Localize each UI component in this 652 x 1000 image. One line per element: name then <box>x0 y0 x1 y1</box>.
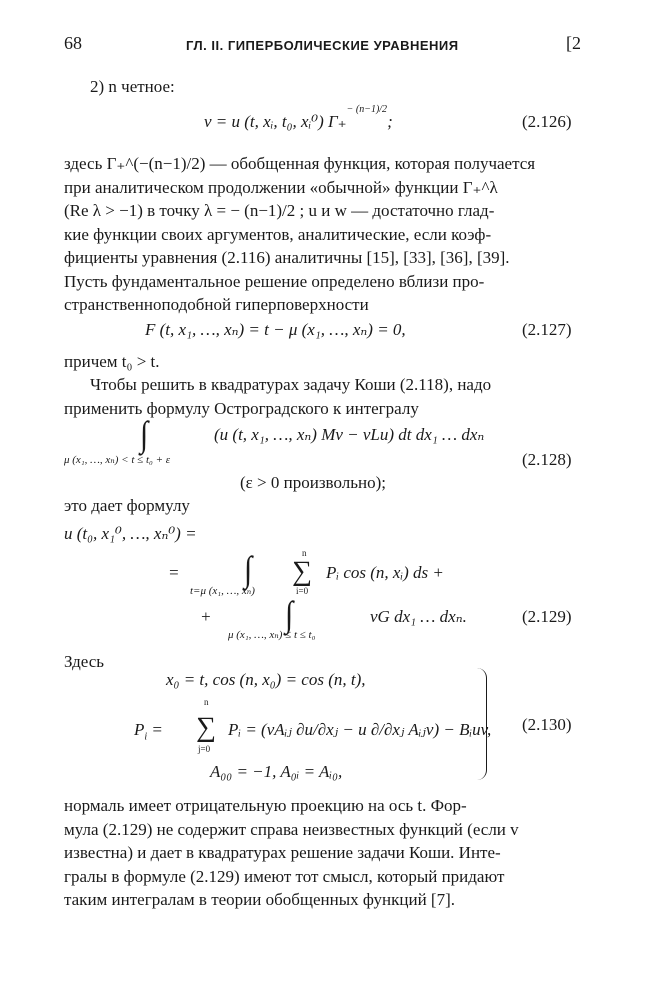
paragraph-1-line: кие функции своих аргументов, аналитические, если коэф- <box>64 224 492 244</box>
equation-2-129-int-limit-1: t=μ (x₁, …, xₙ) <box>190 585 255 597</box>
equation-2-128-number: (2.128) <box>522 450 572 469</box>
paragraph-4-line: таким интегралам в теории обобщенных функций [7]. <box>64 890 455 909</box>
equation-2-129-int-limit-2: μ (x₁, …, xₙ) ≤ t ≤ t₀ <box>228 629 316 641</box>
paragraph-4-line: известна) и дает в квадратурах решение задачи Коши. Инте- <box>64 843 501 862</box>
equation-2-126-body: v = u (t, xᵢ, t₀, xᵢ⁰) Γ₊ <box>204 112 347 131</box>
right-brace <box>476 668 487 780</box>
paragraph-1-line: при аналитическом продолжении «обычной» функции Γ₊^λ <box>64 177 498 197</box>
sum-sign <box>292 556 312 588</box>
integral-symbol: ∫ <box>140 414 149 455</box>
sum-upper-limit: n <box>302 548 307 558</box>
equation-2-126-tail: ; <box>387 112 393 131</box>
p-label: $P_i$ = <box>134 720 163 743</box>
equation-2-129-number: (2.129) <box>522 607 572 626</box>
sum-lower-limit: i=0 <box>296 586 309 596</box>
equation-2-128-limits: μ (x₁, …, xₙ) < t ≤ t₀ + ε <box>64 454 171 466</box>
integral-symbol: ∫ <box>285 594 294 635</box>
integral-sign <box>285 594 294 635</box>
sum-symbol: ∑ <box>196 712 216 743</box>
equation-2-130-line1: x₀ = t, cos (n, x₀) = cos (n, t), <box>166 670 366 689</box>
case-label: 2) n четное: <box>90 77 175 96</box>
equation-2-129-lhs: u (t₀, x₁⁰, …, xₙ⁰) = <box>64 524 197 543</box>
equation-2-127-number: (2.127) <box>522 320 572 339</box>
integral-symbol: ∫ <box>244 549 253 590</box>
paragraph-1 <box>64 152 582 317</box>
equation-2-126-exponent: − (n−1)/2 <box>346 104 388 116</box>
paragraph-1-line: Пусть фундаментальное решение определено вблизи про- <box>64 271 485 291</box>
equation-2-129-line2: Pᵢ cos (n, xᵢ) ds + <box>326 563 444 582</box>
condition-text: причем t₀ > t. <box>64 352 160 371</box>
paragraph-4 <box>64 794 582 912</box>
equation-2-129-line3: vG dx₁ … dxₙ. <box>370 607 467 626</box>
equation-2-130-line3: A₀₀ = −1, A₀ᵢ = Aᵢ₀, <box>210 762 343 781</box>
section-number: [2 <box>566 33 581 53</box>
paragraph-1-line: фициенты уравнения (2.116) аналитичны [15], [33], [36], [39]. <box>64 248 510 267</box>
equation-2-127: F (t, x₁, …, xₙ) = t − μ (x₁, …, xₙ) = 0, <box>145 320 406 339</box>
equation-2-126-number: (2.126) <box>522 112 572 131</box>
sum-symbol: ∑ <box>292 556 312 587</box>
sum-sign <box>196 712 216 744</box>
paragraph-1-line: странственноподобной гиперповерхности <box>64 295 369 314</box>
running-title: ГЛ. II. ГИПЕРБОЛИЧЕСКИЕ УРАВНЕНИЯ <box>186 38 459 53</box>
sum-upper-limit: n <box>204 697 209 707</box>
plus-sign: + <box>200 607 212 626</box>
paragraph-4-line: гралы в формуле (2.129) имеют тот смысл, который придают <box>64 866 505 886</box>
here-label: Здесь <box>64 652 105 671</box>
equation-2-128-integrand: (u (t, x₁, …, xₙ) Mv − vLu) dt dx₁ … dxₙ <box>214 425 485 444</box>
integral-sign <box>140 414 149 455</box>
sum-lower-limit: j=0 <box>198 744 211 754</box>
equals-sign: = <box>168 563 180 582</box>
paragraph-4-line: мула (2.129) не содержит справа неизвестных функций (если v <box>64 819 519 839</box>
paragraph-1-line: (Re λ > −1) в точку λ = − (n−1)/2 ; u и w — достаточно глад- <box>64 201 495 220</box>
equation-2-130-line2: Pᵢ = (vAᵢⱼ ∂u/∂xⱼ − u ∂/∂xⱼ Aᵢⱼv) − Bᵢuv, <box>228 720 492 739</box>
equation-2-130-number: (2.130) <box>522 715 572 734</box>
paragraph-1-line: здесь Γ₊^(−(n−1)/2) — обобщенная функция, которая получается <box>64 154 536 173</box>
paragraph-2-line: применить формулу Остроградского к интегралу <box>64 398 419 418</box>
paragraph-4-line: нормаль имеет отрицательную проекцию на ось t. Фор- <box>64 796 467 815</box>
equation-2-126 <box>204 104 393 132</box>
paragraph-2 <box>64 373 582 420</box>
paragraph-3: это дает формулу <box>64 496 190 515</box>
equation-2-128-note: (ε > 0 произвольно); <box>240 473 386 492</box>
page-number: 68 <box>64 33 82 53</box>
paragraph-2-line: Чтобы решить в квадратурах задачу Коши (2.118), надо <box>90 375 492 394</box>
integral-sign <box>244 549 253 590</box>
